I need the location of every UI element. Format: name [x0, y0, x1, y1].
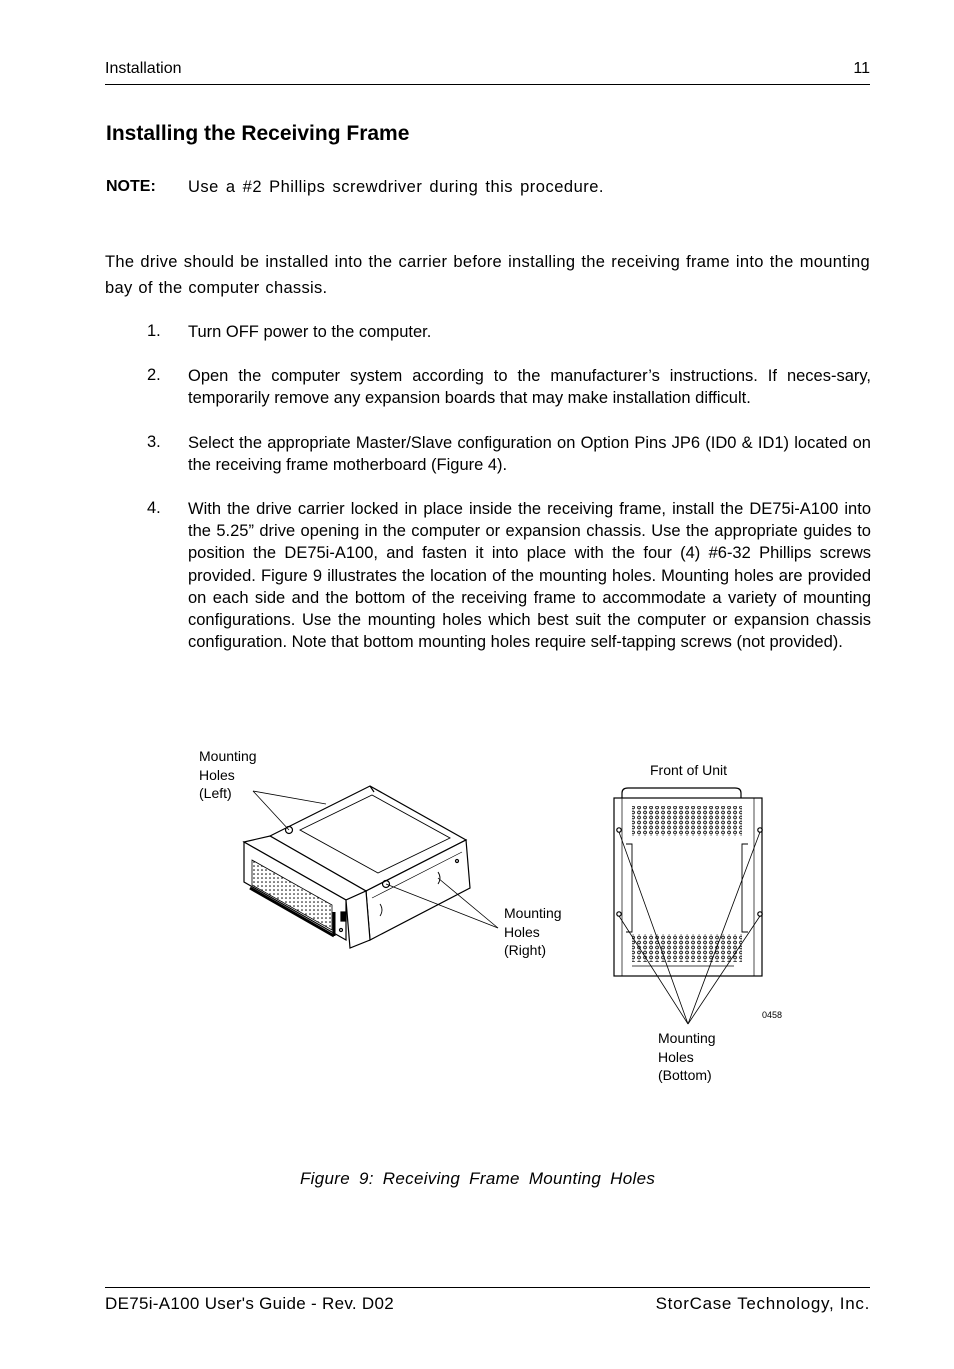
step-text: Select the appropriate Master/Slave configuration on Option Pins JP6 (ID0 & ID1) located on the receiving frame motherboard (Figure 4).: [188, 434, 871, 475]
label-front-of-unit: Front of Unit: [650, 762, 728, 778]
figure-code: 0458: [762, 1010, 783, 1020]
label-mounting-holes-right: Mounting Holes (Right): [504, 905, 562, 958]
frame-isometric-illustration: [244, 786, 470, 948]
page-number: 11: [853, 60, 870, 77]
label-mounting-holes-bottom: Mounting Holes (Bottom): [658, 1030, 716, 1083]
note-text: Use a #2 Phillips screwdriver during this procedure.: [188, 178, 605, 196]
figure-caption: Figure 9: Receiving Frame Mounting Holes: [300, 1169, 656, 1188]
intro-paragraph: The drive should be installed into the carrier before installing the receiving frame into the mounting bay of the computer chassis.: [105, 253, 870, 297]
step-number: 4.: [147, 499, 161, 517]
footer-rule: [105, 1287, 870, 1288]
step-number: 1.: [147, 322, 161, 340]
section-title: Installing the Receiving Frame: [106, 122, 410, 145]
footer-document-title: DE75i-A100 User's Guide - Rev. D02: [105, 1294, 395, 1313]
label-mounting-holes-left: Mounting Holes (Left): [199, 748, 257, 801]
step-number: 2.: [147, 366, 161, 384]
note-label: NOTE:: [106, 178, 156, 195]
step-text: Open the computer system according to the manufacturer’s instructions. If neces-sary, temporarily remove any expansion boards that may make installation difficult.: [188, 367, 871, 408]
running-header-section: Installation: [105, 60, 182, 77]
step-number: 3.: [147, 433, 161, 451]
frame-bottom-view-illustration: [614, 788, 762, 976]
footer-company: StorCase Technology, Inc.: [655, 1294, 870, 1313]
step-text: With the drive carrier locked in place inside the receiving frame, install the DE75i-A100 into the 5.25” drive opening in the computer or expansion chassis. Use the appropriate guides to position the DE75i-A100, and fasten it into place with the four (4) #6-32 Phillips screws provided. Figure 9 illustrates the location of the mounting holes. Mounting holes are provided on each side and the bottom of the receiving frame to accommodate a variety of mounting configurations. Use the mounting holes which best suit the computer or expansion chassis configuration. Note that bottom mounting holes require self-tapping screws (not provided).: [188, 500, 871, 652]
step-text: Turn OFF power to the computer.: [188, 323, 432, 341]
